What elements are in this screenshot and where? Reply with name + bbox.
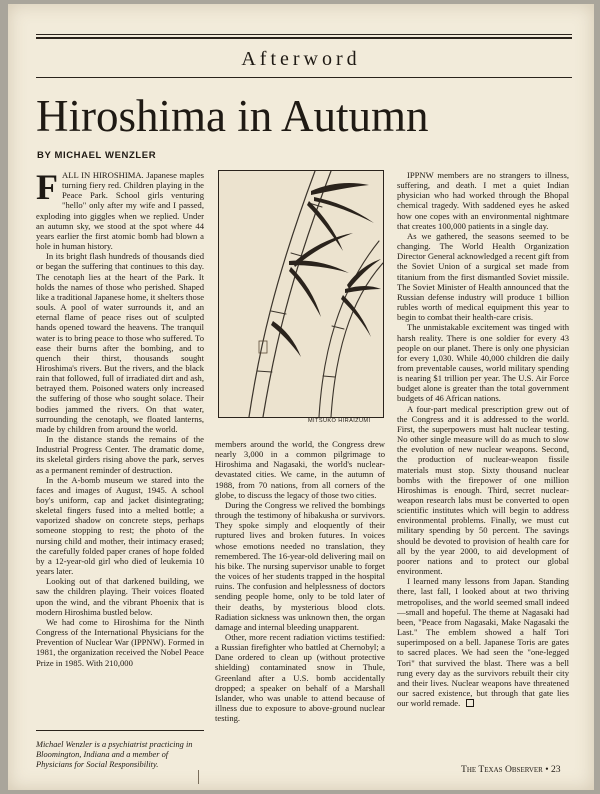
section-title: Afterword <box>241 48 361 70</box>
section-rule <box>36 77 572 78</box>
paragraph: The unmistakable excitement was tinged with harsh reality. There is one soldier for every 43 people on our planet. There is only one physician for every 1,030. While 40,000 children die daily from preventable causes, world military spending is nearing $1 trillion per year. The U.S. Air Force budget alone is greater than the total government budgets of 46 African nations. <box>397 322 569 404</box>
footer-separator: • <box>542 764 551 775</box>
drop-cap: F <box>36 170 58 207</box>
publication-name: The Texas Observer <box>461 764 543 775</box>
top-rule-thin <box>36 34 572 35</box>
top-rule-thick <box>36 37 572 39</box>
paragraph: Other, more recent radiation victims testified: a Russian firefighter who battled at Chernobyl; a Dane ordered to clean up (without protective shielding) contaminated snow in Thule, Greenland after a U.S. bomb accidentally dropped; a speaker on behalf of a Marshall Islander, who was unable to attend because of illness due to exposure to above-ground nuclear testing. <box>215 631 385 724</box>
paragraph: In the A-bomb museum we stared into the faces and images of August, 1945. A school boy's uniform, cap and jacket disintegrating; skeletal fingers fused into a melted bottle; a vaporized shadow on concrete steps, perhaps someone stopping to rest; the photo of the nursing child and mother, their intimacy erased; the carefully folded paper cranes of hope folded by a 12-year-old girl who died of leukemia 10 years later. <box>36 474 204 577</box>
paragraph-text: ALL IN HIROSHIMA. Japanese maples turning fiery red. Children playing in the Peace Park. School girls venturing "hello" only after my wife and I passed, exploding into giggles when we replied. Under an autumn sky, we stood at the spot where 44 years earlier the first atomic bomb had blown a hole in human history. <box>36 170 204 252</box>
paragraph: As we gathered, the seasons seemed to be changing. The World Health Organization Director General acknowledged a recent gift from the Soviet Union of a surgical set made from titanium from the first dismantled Soviet missile. The Soviet Minister of Health announced that the Russian defense industry will produce 1 billion rubles worth of medical equipment this year to begin to combat their health-care crisis. <box>397 230 569 323</box>
paragraph: In the distance stands the remains of the Industrial Progress Center. The dramatic dome, its skeletal girders rising above the park, serves as a permanent reminder of destruction. <box>36 434 204 475</box>
end-of-article-icon <box>466 699 474 707</box>
paragraph-text: I learned many lessons from Japan. Standing there, last fall, I looked about at two thriving metropolises, and the world seemed small indeed —small and hopeful. The theme at Nagasaki had been, "Peace from Nagasaki, Make Nagasaki the Last." The emblem showed a half Tori superimposed on a bell. Japanese Toris are gates to sacred places. We had seen the "one-legged Tori" that survived the blast. There was a bell rung every day as the survivors rebuilt their city and their lives. Nuclear weapons have threatened our sacred existence, but through that gate lies our world remade. <box>397 576 569 709</box>
paragraph: We had come to Hiroshima for the Ninth Congress of the International Physicians for the Prevention of Nuclear War (IPPNW). Formed in 1981, the organization received the Nobel Peace Prize in 1985. With 210,000 <box>36 616 204 668</box>
gutter-mark <box>198 770 199 784</box>
paragraph <box>397 576 569 708</box>
page-footer <box>461 764 561 775</box>
paragraph: Looking out of that darkened building, we saw the children playing. Their voices floated upon the wind, and the vibrant Phoenix that is modern Hiroshima bustled below. <box>36 576 204 617</box>
article-byline: BY MICHAEL WENZLER <box>37 150 157 161</box>
author-note-rule <box>36 730 204 731</box>
text-column-3 <box>397 170 569 760</box>
paragraph: In its bright flash hundreds of thousands died or began the suffering that continues to this day. The cenotaph lies at the heart of the Park. It holds the names of those who perished. Shaped like a traditional Japanese home, it shelters those souls. A pool of water surrounds it, and an eternal flame of peace rises out of sculpted hands opened toward the heavens. The tranquil water is to bring peace to those who suffered. To ease their burns after the bombing, and to quench their thirst, thousands sought Hiroshima's rivers. But the rivers, and the black rain that followed, full of irradiated dirt and ash, betrayed them. Poisoned waters only increased the suffering of those who sought solace. Their bodies jammed the rivers. On that water, surrounding the cenotaph, we floated lanterns, made by children from around the world. <box>36 251 204 434</box>
bamboo-painting-icon <box>219 171 383 417</box>
illustration-credit: MITSUKO HIRAIZUMI <box>308 418 371 424</box>
magazine-page <box>8 4 594 790</box>
paragraph: A four-part medical prescription grew out of the Congress and it is addressed to the world. First, the superpowers must halt nuclear testing. No other single measure will do as much to slow the evolution of new nuclear weapons. Second, the production of nuclear-weapon fissile materials must stop. Sixty thousand nuclear bombs with the firepower of one million Hiroshimas is enough. Third, secret nuclear-weapon research labs must be converted to open scientific institutes which will begin to address environmental problems. Finally, we must cut military spending by 50 percent. The savings should be devoted to provision of health care for all by the year 2000, to aid development of poorer nations and to protect our global environment. <box>397 403 569 577</box>
paragraph: IPPNW members are no strangers to illness, suffering, and death. I met a quiet Indian physician who had worked through the Bhopal chemical tragedy. With saddened eyes he asked how one copes with an environmental nightmare that creates 100,000 patients in a single day. <box>397 170 569 231</box>
page-number: 23 <box>551 764 561 775</box>
paragraph: During the Congress we relived the bombings through the testimony of hibakusha or survivors. They spoke simply and eloquently of their ruptured lives and broken futures. In voices whose emotions needed no translation, they remembered. The 16-year-old delivering mail on his bike. The nursing supervisor unable to forget the voices of her students trapped in the hospital ruins. The confusion and helplessness of doctors sending people home, only to be told later of their deaths, by mysterious blood clots. Radiation sickness was unknown then, the organ damage and internal bleeding unapparent. <box>215 499 385 632</box>
text-column-1 <box>36 170 204 790</box>
bamboo-illustration <box>218 170 384 418</box>
author-note: Michael Wenzler is a psychiatrist practicing in Bloomington, Indiana and a member of Physicians for Social Responsibility. <box>36 740 193 769</box>
article-headline: Hiroshima in Autumn <box>36 91 429 141</box>
paragraph: members around the world, the Congress drew nearly 3,000 in a common pilgrimage to Hiroshima and Nagasaki, the world's nuclear-devastated cities. We came, in the autumn of 1988, from 70 nations, from all corners of the globe, to discuss the legacy of those two cities. <box>215 439 385 500</box>
text-column-2 <box>215 439 385 790</box>
paragraph <box>36 170 204 251</box>
